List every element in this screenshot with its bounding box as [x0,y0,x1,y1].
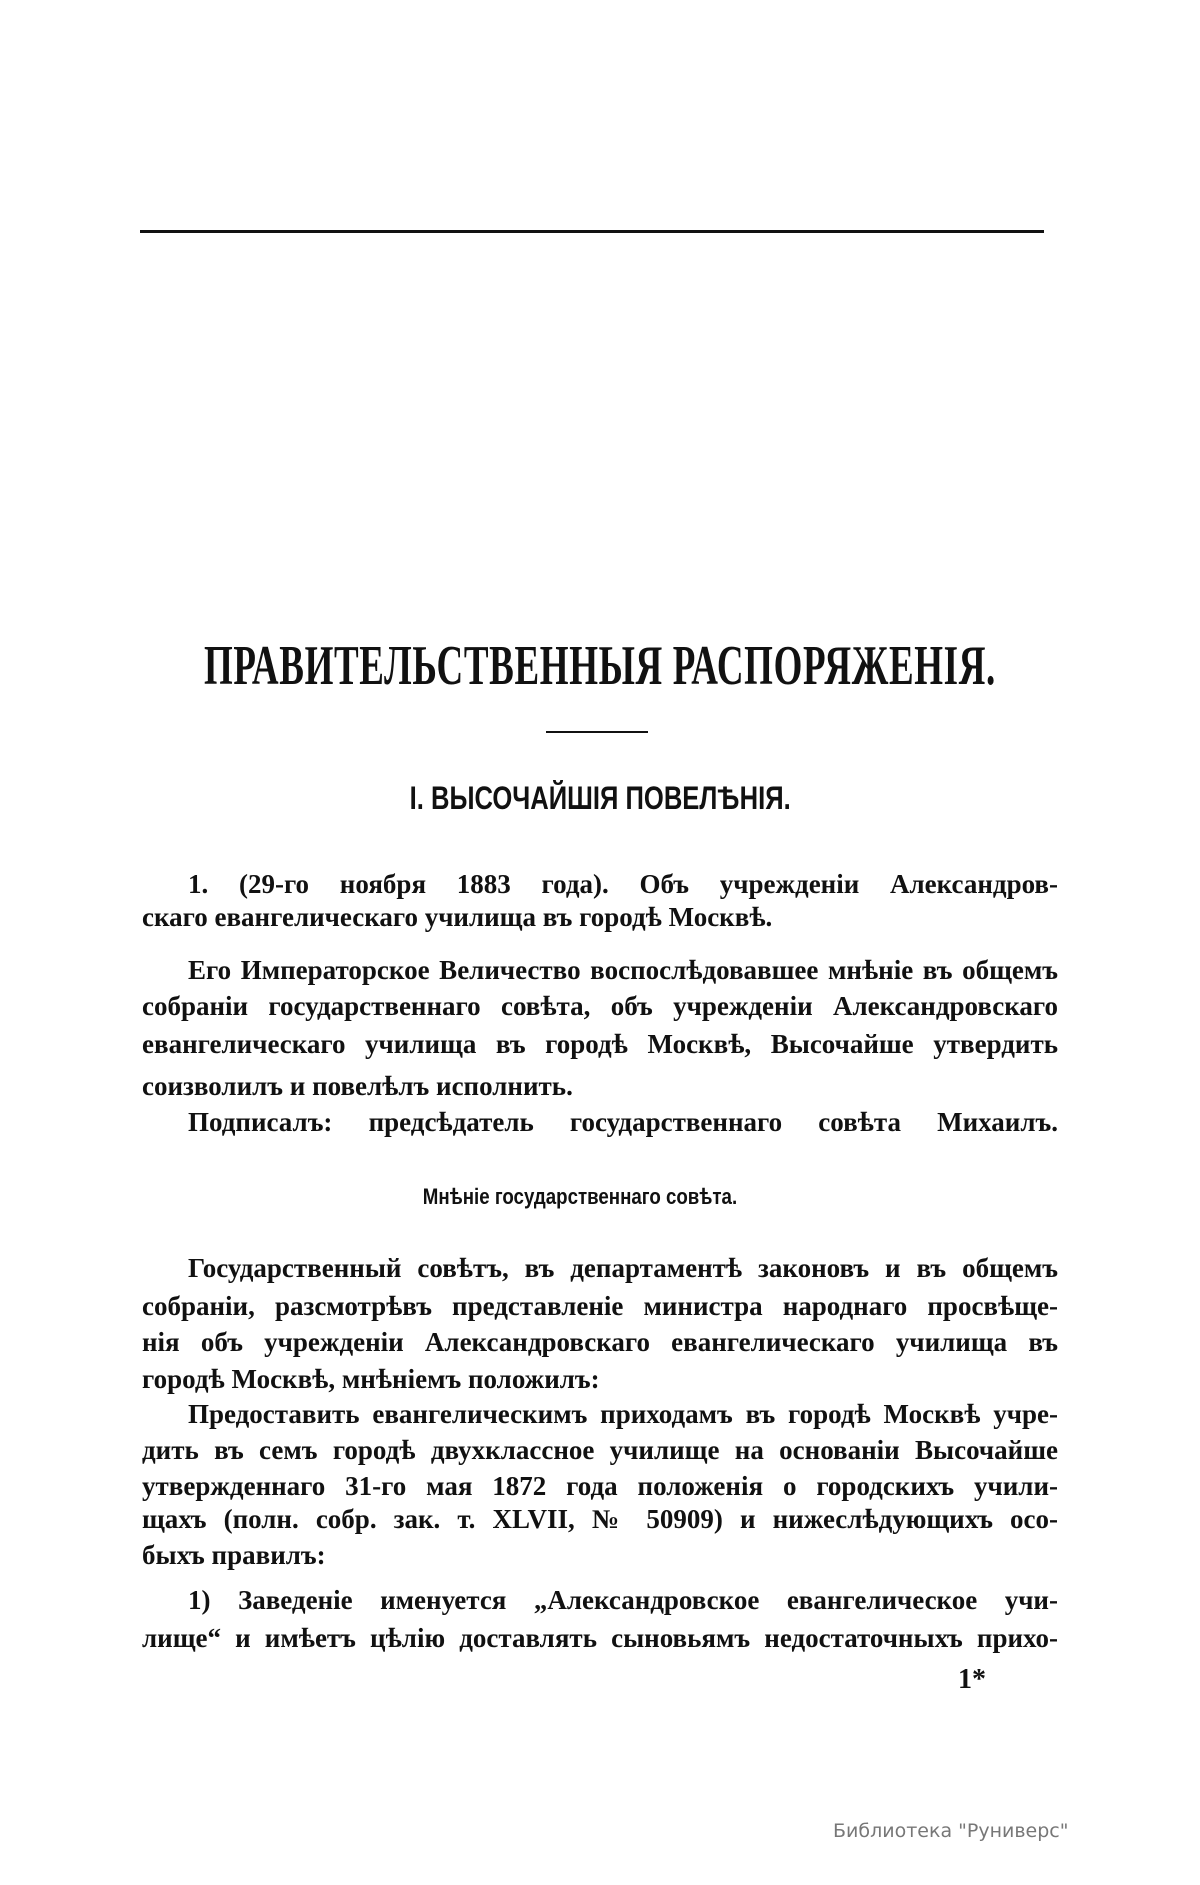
opinion-heading [0,1184,1200,1210]
opinion-heading-text: Мнѣніе государственнаго совѣта. [422,1184,738,1209]
opinion-line: собраніи, разсмотрѣвъ представленіе министра народнаго просвѣще- [142,1291,1058,1321]
section-heading-text: I. ВЫСОЧАЙШІЯ ПОВЕЛѢНІЯ. [409,780,791,816]
ornament-rule [546,731,648,733]
page-signature: 1* [958,1664,986,1695]
section-heading [0,780,1200,817]
decree-line: собраніи государственнаго совѣта, объ учрежденіи Александровскаго [142,991,1058,1021]
rule-line: 1) Заведеніе именуется „Александровское евангелическое учи- [188,1585,1058,1615]
page-title-text: ПРАВИТЕЛЬСТВЕННЫЯ РАСПОРЯЖЕНІЯ. [204,635,996,697]
provide-line: щахъ (полн. собр. зак. т. XLVII, № 50909) и нижеслѣдующихъ осо- [142,1504,1058,1534]
decree-line: евангелическаго училища въ городѣ Москвѣ, Высочайше утвердить [142,1029,1058,1059]
opinion-line: городѣ Москвѣ, мнѣніемъ положилъ: [142,1364,600,1394]
provide-line: Предоставить евангелическимъ приходамъ въ городѣ Москвѣ учре- [188,1399,1058,1429]
decree-line: Его Императорское Величество воспослѣдовавшее мнѣніе въ общемъ [188,955,1058,985]
provide-line: дить въ семъ городѣ двухклассное училище на основаніи Высочайше [142,1435,1058,1465]
item-heading-line: 1. (29-го ноября 1883 года). Объ учрежденіи Александров- [188,869,1058,899]
page-title [0,634,1200,698]
library-watermark: Библиотека "Руниверс" [833,1820,1069,1842]
top-rule [140,230,1044,233]
opinion-line: Государственный совѣтъ, въ департаментѣ законовъ и въ общемъ [188,1253,1058,1283]
signature-line: Подписалъ: предсѣдатель государственнаго совѣта Михаилъ. [188,1107,1058,1137]
provide-line: утвержденнаго 31-го мая 1872 года положенія о городскихъ учили- [142,1471,1058,1501]
rule-line: лище“ и имѣетъ цѣлію доставлять сыновьямъ недостаточныхъ прихо- [142,1623,1058,1653]
decree-line: соизволилъ и повелѣлъ исполнить. [142,1071,573,1101]
item-heading-line: скаго евангелическаго училища въ городѣ Москвѣ. [142,902,773,932]
provide-line: быхъ правилъ: [142,1540,326,1570]
opinion-line: нія объ учрежденіи Александровскаго евангелическаго училища въ [142,1327,1058,1357]
